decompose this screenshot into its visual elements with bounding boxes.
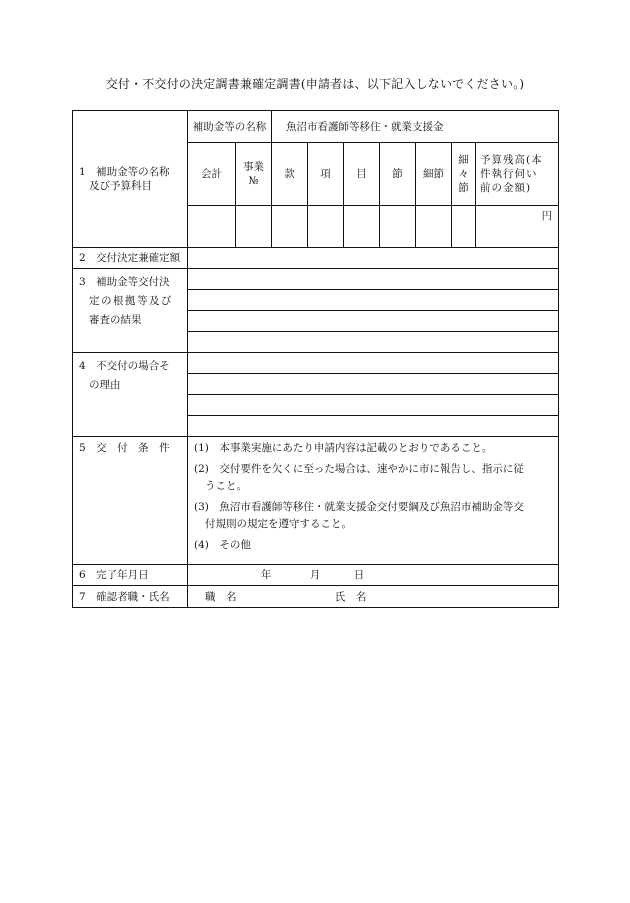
cell-setsu[interactable] <box>380 206 416 248</box>
rejection-label-line1: 4 不交付の場合そ <box>79 360 170 372</box>
col-kan: 款 <box>272 143 308 206</box>
col-saisaisetsu <box>452 143 476 206</box>
col-kou: 項 <box>308 143 344 206</box>
rejection-line-1[interactable] <box>188 353 559 374</box>
subsidy-name-header: 補助金等の名称 <box>188 111 272 143</box>
col-jigyo-line2: № <box>248 175 259 187</box>
name-label: 氏 名 <box>334 590 367 603</box>
cell-kaikei[interactable] <box>188 206 236 248</box>
basis-line-2[interactable] <box>188 290 559 311</box>
confirmer-cell[interactable] <box>188 586 559 608</box>
rejection-line-3[interactable] <box>188 395 559 416</box>
col-kaikei: 会計 <box>188 143 236 206</box>
year-label: 年 <box>261 569 272 581</box>
cell-jigyo[interactable] <box>236 206 272 248</box>
col-saisai-line2: 々 <box>458 168 469 180</box>
col-saisai-line3: 節 <box>458 182 469 194</box>
budget-section-label <box>73 111 188 248</box>
col-budget-balance <box>476 143 559 206</box>
basis-section-label <box>73 269 188 353</box>
rejection-line-4[interactable] <box>188 416 559 437</box>
cell-saisaisetsu[interactable] <box>452 206 476 248</box>
day-label: 日 <box>353 569 365 581</box>
completion-date-label: 6 完了年月日 <box>73 565 188 586</box>
confirmer-label: 7 確認者職・氏名 <box>73 586 188 608</box>
decision-form-table <box>72 110 559 608</box>
cell-saisetsu[interactable] <box>416 206 452 248</box>
rejection-line-2[interactable] <box>188 374 559 395</box>
condition-item-1: (1) 本事業実施にあたり申請内容は記載のとおりであること。 <box>194 442 493 454</box>
basis-label-line1: 3 補助金等交付決 <box>79 276 170 288</box>
basis-label-line2: 定の根拠等及び <box>89 295 173 307</box>
basis-label-line3: 審査の結果 <box>89 314 142 326</box>
col-budget-line1: 予算残高(本 <box>480 154 543 166</box>
position-label: 職 名 <box>205 590 237 603</box>
condition-item-3: (3) 魚沼市看護師等移住・就業支援金交付要綱及び魚沼市補助金等交 <box>194 501 524 513</box>
yen-unit: 円 <box>541 210 553 222</box>
decision-amount-cell[interactable] <box>188 248 559 269</box>
budget-label-line1: 1 補助金等の名称 <box>79 166 170 178</box>
rejection-label-line2: の理由 <box>89 379 121 391</box>
condition-item-3-cont: 付規則の規定を遵守すること。 <box>205 518 352 530</box>
col-budget-line3: 前の金額) <box>480 182 532 194</box>
budget-label-line2: 及び予算科目 <box>89 180 152 192</box>
col-setsu: 節 <box>380 143 416 206</box>
condition-item-4: (4) その他 <box>194 539 251 551</box>
col-budget-line2: 件執行伺い <box>480 168 538 180</box>
completion-date-cell[interactable] <box>188 565 559 586</box>
col-moku: 目 <box>344 143 380 206</box>
basis-line-3[interactable] <box>188 311 559 332</box>
month-label: 月 <box>309 569 321 581</box>
col-jigyo <box>236 143 272 206</box>
col-saisetsu: 細節 <box>416 143 452 206</box>
cell-budget-balance[interactable] <box>476 206 559 248</box>
cell-moku[interactable] <box>344 206 380 248</box>
decision-amount-label: 2 交付決定兼確定額 <box>73 248 188 269</box>
rejection-section-label <box>73 353 188 437</box>
page-title: 交付・不交付の決定調書兼確定調書(申請者は、以下記入しないでください。) <box>105 77 525 91</box>
col-saisai-line1: 細 <box>458 154 469 166</box>
col-jigyo-line1: 事業 <box>243 161 264 173</box>
subsidy-name-value: 魚沼市看護師等移住・就業支援金 <box>272 111 559 143</box>
cell-kan[interactable] <box>272 206 308 248</box>
condition-item-2-cont: うこと。 <box>205 480 247 492</box>
conditions-cell <box>188 437 559 565</box>
basis-line-4[interactable] <box>188 332 559 353</box>
condition-item-2: (2) 交付要件を欠くに至った場合は、速やかに市に報告し、指示に従 <box>194 463 524 475</box>
conditions-label: 5 交 付 条 件 <box>73 437 188 565</box>
cell-kou[interactable] <box>308 206 344 248</box>
basis-line-1[interactable] <box>188 269 559 290</box>
